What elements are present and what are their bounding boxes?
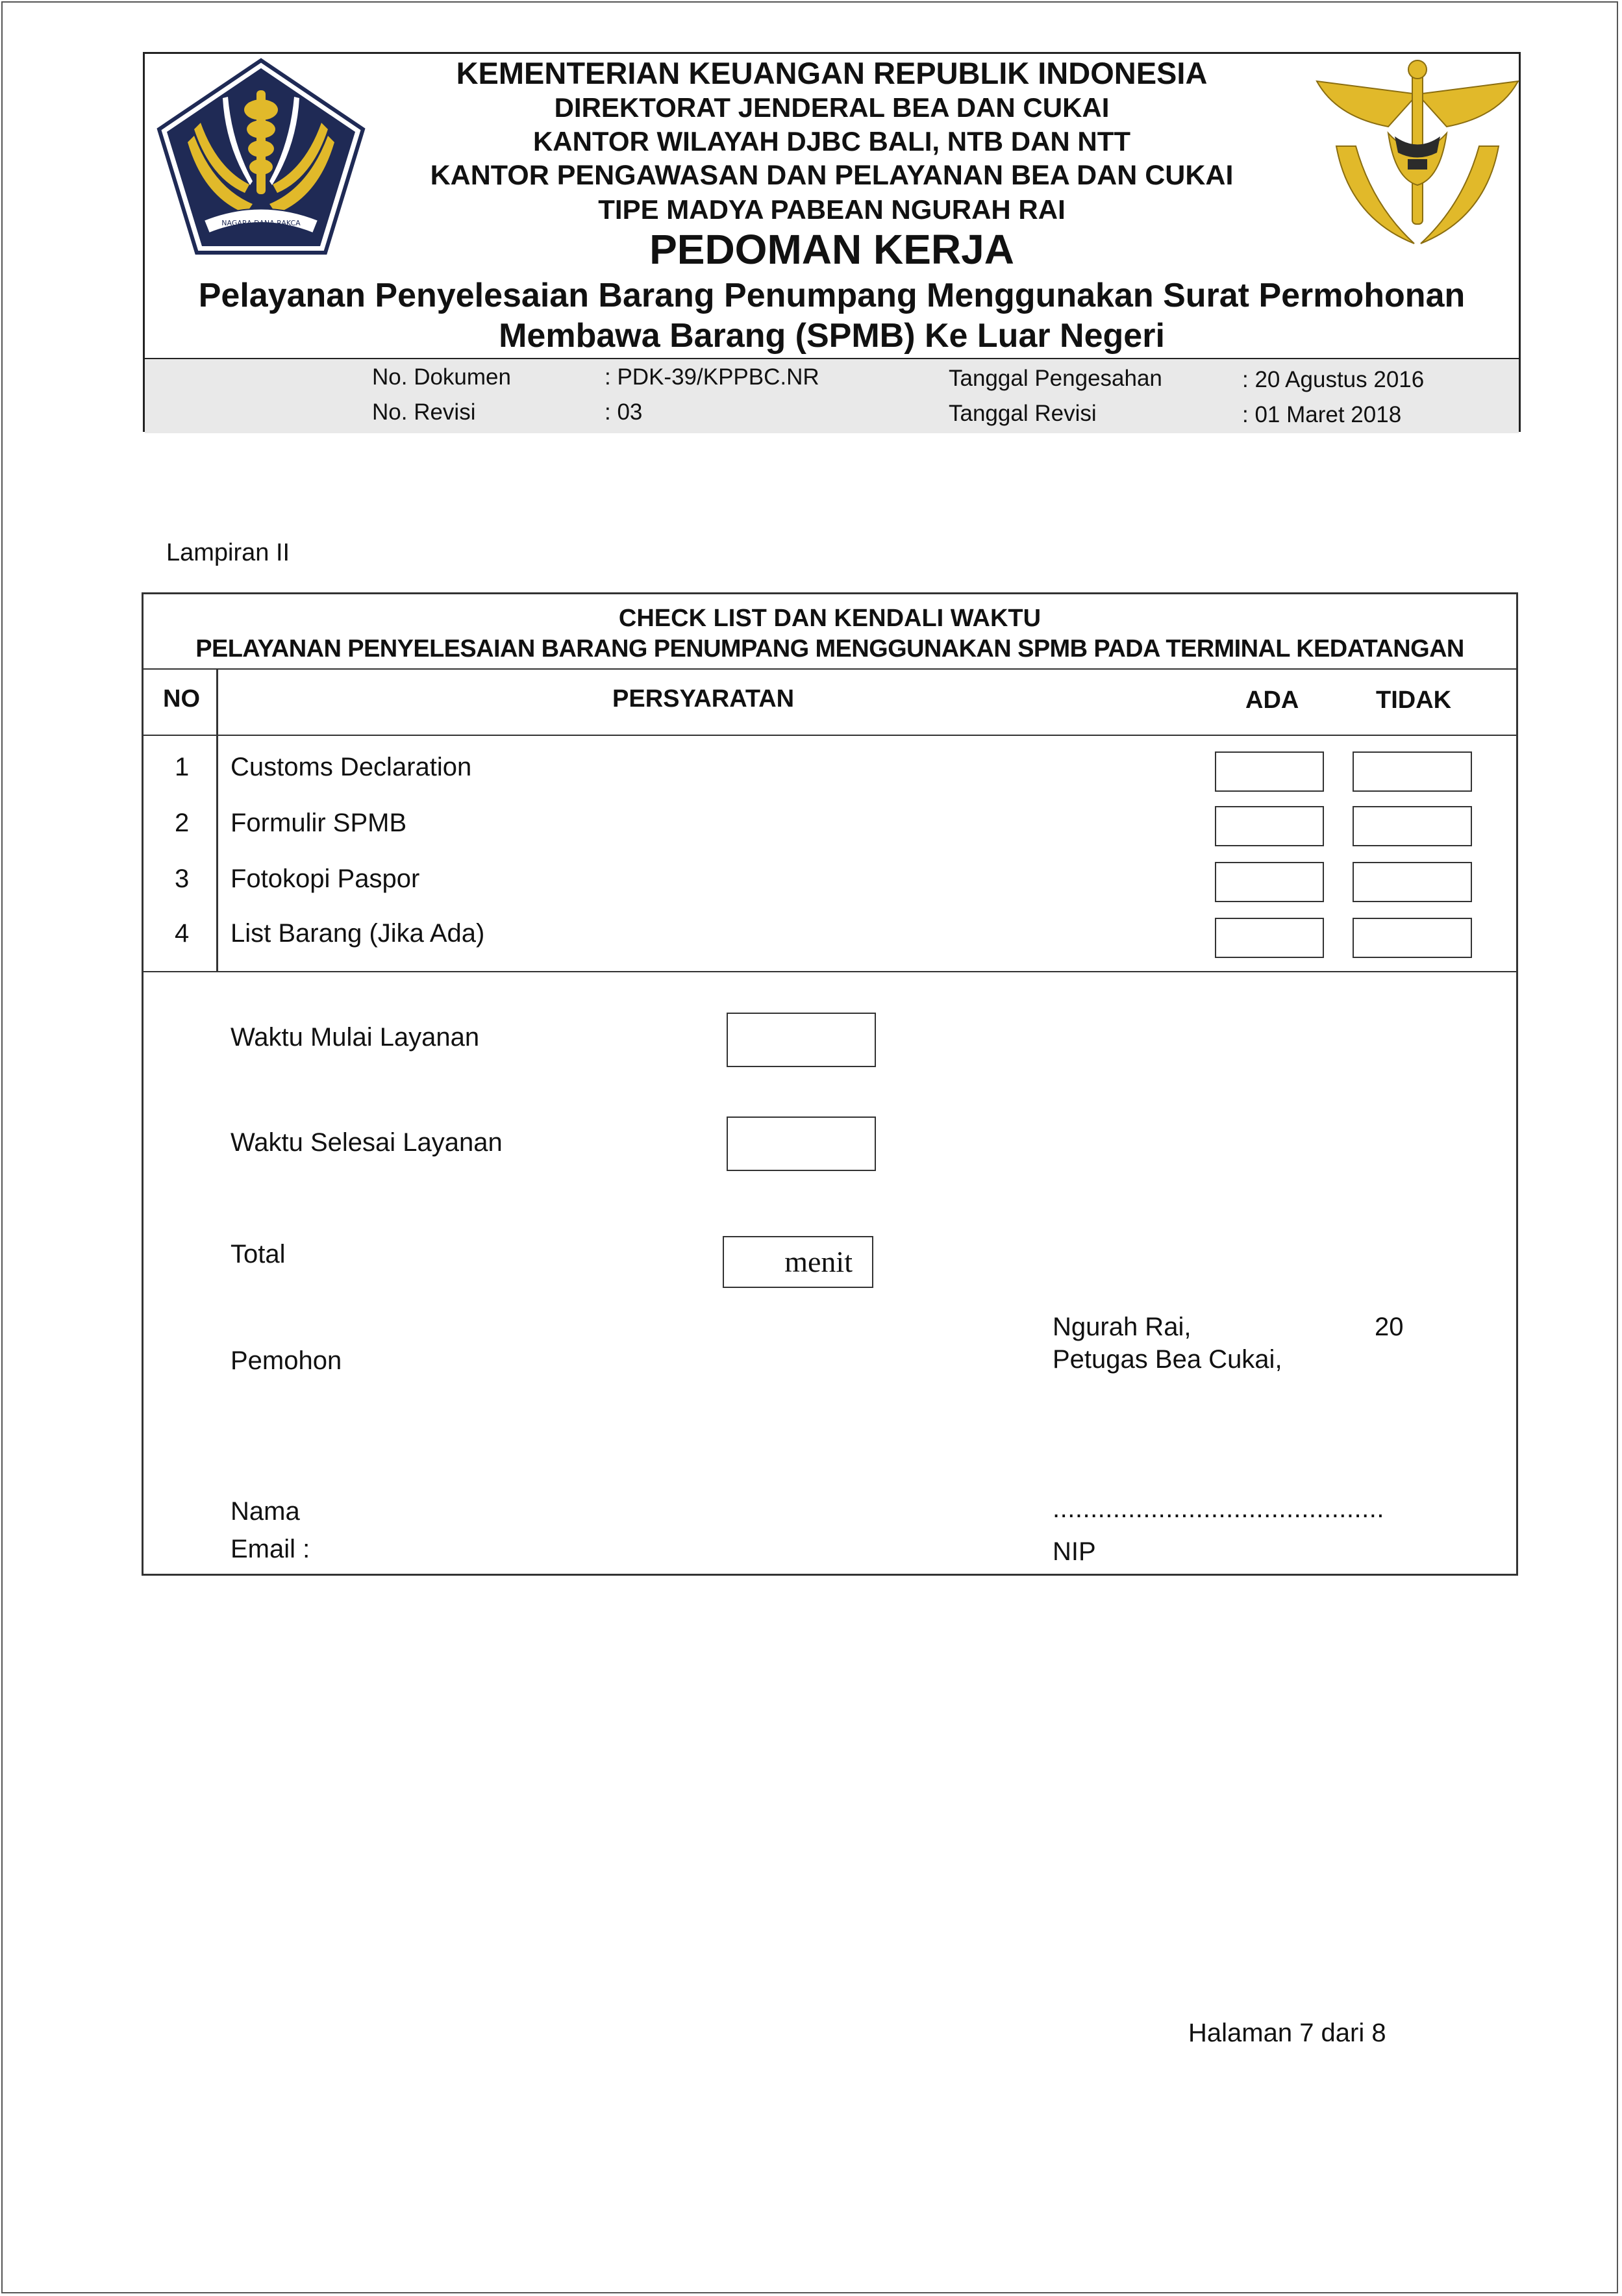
row-2-ada-checkbox[interactable] <box>1215 806 1324 846</box>
total-menit-field[interactable]: menit <box>723 1236 873 1288</box>
form-title: CHECK LIST DAN KENDALI WAKTU <box>618 605 1042 632</box>
column-header-ada: ADA <box>1245 687 1299 714</box>
lampiran-label: Lampiran II <box>166 539 290 566</box>
row-3-tidak-checkbox[interactable] <box>1353 862 1472 902</box>
seal-left-text: NAGARA DANA RAKCA <box>221 219 301 227</box>
directorate-name: DIREKTORAT JENDERAL BEA DAN CUKAI <box>554 92 1110 123</box>
waktu-selesai-input[interactable] <box>727 1116 876 1171</box>
row-2-tidak-checkbox[interactable] <box>1353 806 1472 846</box>
row-1-ada-checkbox[interactable] <box>1215 751 1324 792</box>
document-type: PEDOMAN KERJA <box>649 226 1014 273</box>
year-label: 20 <box>1375 1313 1404 1341</box>
waktu-mulai-input[interactable] <box>727 1013 876 1067</box>
row-4-no: 4 <box>175 919 190 948</box>
divider <box>143 735 1516 736</box>
divider <box>143 971 1516 972</box>
divider <box>143 668 1516 670</box>
bea-cukai-emblem-icon <box>1310 55 1525 250</box>
no-revisi-value: : 03 <box>605 399 643 425</box>
row-4-label: List Barang (Jika Ada) <box>231 919 485 948</box>
total-label: Total <box>231 1240 286 1268</box>
column-divider <box>216 668 218 971</box>
row-1-label: Customs Declaration <box>231 753 472 781</box>
ministry-name: KEMENTERIAN KEUANGAN REPUBLIK INDONESIA <box>456 56 1208 90</box>
kemenkeu-seal-icon <box>155 58 367 259</box>
petugas-label: Petugas Bea Cukai, <box>1053 1345 1282 1374</box>
no-revisi-label: No. Revisi <box>372 399 476 425</box>
document-subtitle-1: Pelayanan Penyelesaian Barang Penumpang Menggunakan Surat Permohonan <box>198 277 1466 314</box>
row-1-no: 1 <box>175 753 190 781</box>
page-number: Halaman 7 dari 8 <box>1188 2019 1386 2047</box>
row-4-tidak-checkbox[interactable] <box>1353 918 1472 958</box>
tanggal-revisi-label: Tanggal Revisi <box>949 401 1097 426</box>
signature-dots: ............................................ <box>1053 1495 1384 1523</box>
column-header-persyaratan: PERSYARATAN <box>612 685 795 713</box>
row-2-label: Formulir SPMB <box>231 809 407 837</box>
waktu-mulai-label: Waktu Mulai Layanan <box>231 1023 480 1052</box>
waktu-selesai-label: Waktu Selesai Layanan <box>231 1128 503 1157</box>
email-label: Email : <box>231 1535 310 1563</box>
regional-office-name: KANTOR WILAYAH DJBC BALI, NTB DAN NTT <box>532 126 1131 157</box>
tanggal-pengesahan-label: Tanggal Pengesahan <box>949 366 1162 391</box>
document-meta-band <box>145 358 1519 433</box>
form-subtitle: PELAYANAN PENYELESAIAN BARANG PENUMPANG MENGGUNAKAN SPMB PADA TERMINAL KEDATANGAN <box>195 635 1464 662</box>
column-header-tidak: TIDAK <box>1376 687 1452 714</box>
place-label: Ngurah Rai, <box>1053 1313 1192 1341</box>
pemohon-label: Pemohon <box>231 1346 342 1375</box>
row-3-no: 3 <box>175 864 190 893</box>
column-header-no: NO <box>163 685 200 713</box>
row-2-no: 2 <box>175 809 190 837</box>
tanggal-pengesahan-value: : 20 Agustus 2016 <box>1242 367 1425 392</box>
row-1-tidak-checkbox[interactable] <box>1353 751 1472 792</box>
no-dokumen-label: No. Dokumen <box>372 364 511 390</box>
no-dokumen-value: : PDK-39/KPPBC.NR <box>605 364 819 390</box>
nama-label: Nama <box>231 1497 300 1526</box>
checklist-form <box>142 592 1518 1576</box>
row-3-ada-checkbox[interactable] <box>1215 862 1324 902</box>
row-4-ada-checkbox[interactable] <box>1215 918 1324 958</box>
document-header <box>143 52 1521 432</box>
office-name: KANTOR PENGAWASAN DAN PELAYANAN BEA DAN CUKAI <box>430 160 1234 191</box>
document-subtitle-2: Membawa Barang (SPMB) Ke Luar Negeri <box>499 317 1165 355</box>
tanggal-revisi-value: : 01 Maret 2018 <box>1242 402 1402 427</box>
row-3-label: Fotokopi Paspor <box>231 864 420 893</box>
office-type: TIPE MADYA PABEAN NGURAH RAI <box>598 194 1066 225</box>
nip-label: NIP <box>1053 1537 1096 1566</box>
